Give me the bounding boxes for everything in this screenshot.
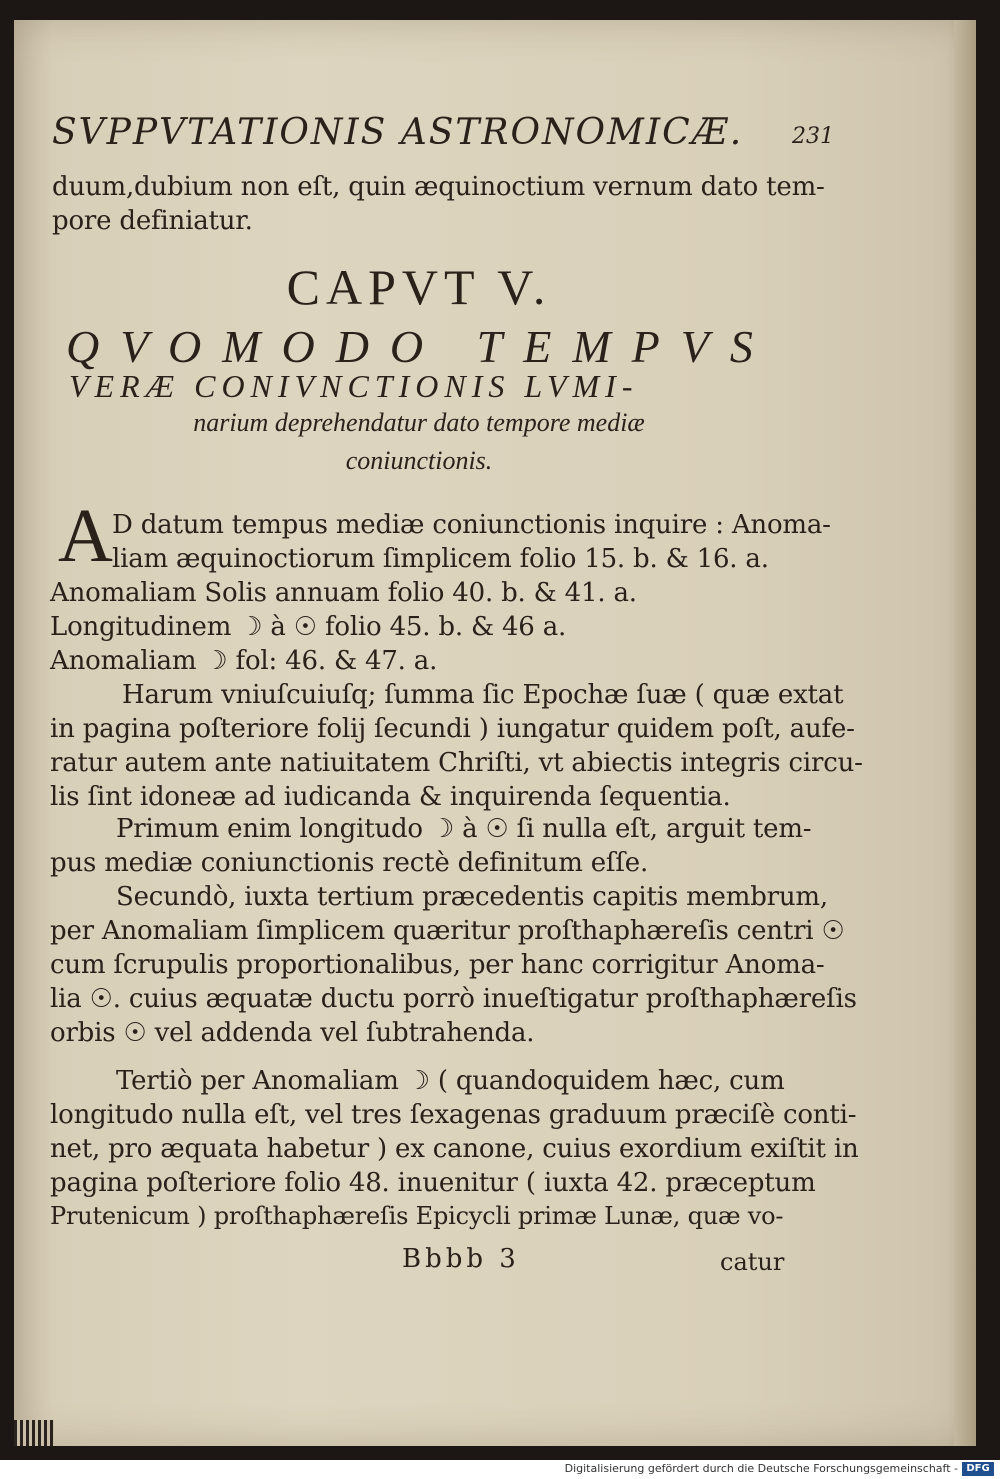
text-line: Anomaliam ☽ fol: 46. & 47. a. <box>50 646 438 676</box>
text-line: pus mediæ coniunctionis rectè definitum eſſe. <box>50 848 649 878</box>
text-line: ratur autem ante natiuitatem Chriſti, vt abiectis integris circu- <box>50 748 863 778</box>
book-page <box>14 20 976 1446</box>
page-text <box>14 20 976 1446</box>
text-line: in pagina poſteriore folij ſecundi ) iungatur quidem poſt, aufe- <box>50 714 855 744</box>
signature-mark: Bbbb 3 <box>402 1244 520 1274</box>
text-line: Longitudinem ☽ à ☉ folio 45. b. & 46 a. <box>50 612 567 642</box>
drop-cap: A <box>58 494 113 578</box>
text-line: lis ſint idoneæ ad iudicanda & inquirenda ſequentia. <box>50 782 731 812</box>
text-line: Primum enim longitudo ☽ à ☉ ſi nulla eſt, arguit tem- <box>116 814 812 844</box>
folio-number: 231 <box>792 124 834 149</box>
text-line: Anomaliam Solis annuam folio 40. b. & 41. a. <box>50 578 637 608</box>
chapter-heading: QVOMODO TEMPVS <box>66 321 774 372</box>
running-head: SVPPVTATIONIS ASTRONOMICÆ. <box>52 112 744 153</box>
text-line: Secundò, iuxta tertium præcedentis capitis membrum, <box>116 882 828 912</box>
chapter-heading: coniunctionis. <box>345 446 493 475</box>
text-line: longitudo nulla eſt, vel tres ſexagenas graduum præciſè conti- <box>50 1100 857 1130</box>
chapter-title: CAPVT V. <box>286 259 552 315</box>
text-line: per Anomaliam ſimplicem quæritur proſthaphæreſis centri ☉ <box>50 916 845 946</box>
dfg-logo-icon: DFG <box>962 1462 994 1476</box>
text-line: pore definiatur. <box>52 206 253 236</box>
text-line: pagina poſteriore folio 48. inuenitur ( iuxta 42. præceptum <box>50 1168 816 1198</box>
footer-credit: Digitalisierung gefördert durch die Deutsche Forschungsgemeinschaft - <box>564 1462 958 1475</box>
text-line: net, pro æquata habetur ) ex canone, cuius exordium exiſtit in <box>50 1134 859 1164</box>
text-line: Tertiò per Anomaliam ☽ ( quandoquidem hæc, cum <box>116 1066 785 1096</box>
footer-bar <box>0 1460 1000 1479</box>
text-line: Prutenicum ) proſthaphæreſis Epicycli primæ Lunæ, quæ vo- <box>50 1202 784 1230</box>
text-line: liam æquinoctiorum ſimplicem folio 15. b. & 16. a. <box>112 544 769 574</box>
text-line: Harum vniuſcuiuſq; ſumma ſic Epochæ ſuæ ( quæ extat <box>122 680 844 710</box>
text-line: orbis ☉ vel addenda vel ſubtrahenda. <box>50 1018 535 1048</box>
text-line: duum,dubium non eſt, quin æquinoctium vernum dato tem- <box>52 172 825 202</box>
catchword: catur <box>720 1248 785 1276</box>
chapter-heading: narium deprehendatur dato tempore mediæ <box>193 408 645 437</box>
text-line: D datum tempus mediæ coniunctionis inquire : Anoma- <box>112 510 831 540</box>
chapter-heading: VERÆ CONIVNCTIONIS LVMI- <box>69 368 639 404</box>
text-line: cum ſcrupulis proportionalibus, per hanc corrigitur Anoma- <box>50 950 825 980</box>
text-line: lia ☉. cuius æquatæ ductu porrò inueſtigatur proſthaphæreſis <box>50 984 857 1014</box>
